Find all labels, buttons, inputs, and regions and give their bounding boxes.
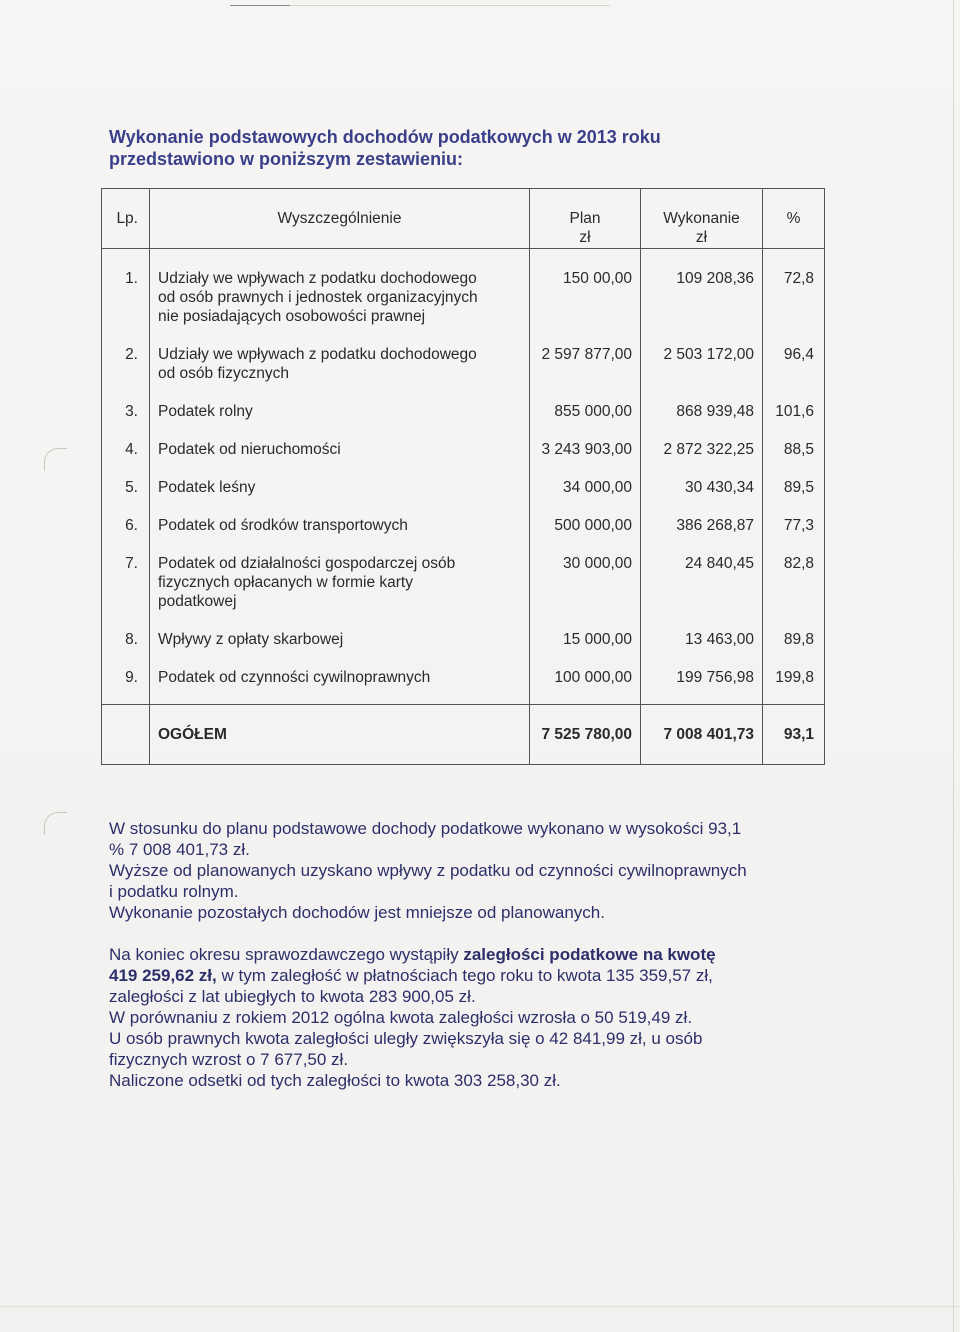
scan-artifact-line [290,5,610,6]
table-row [102,478,825,516]
cell-plan: 500 000,00 [530,516,641,554]
cell-description: Podatek rolny [150,402,530,440]
cell-percent: 72,8 [763,249,825,346]
total-execution: 7 008 401,73 [641,705,763,765]
table-row [102,345,825,402]
cell-plan: 30 000,00 [530,554,641,630]
arrears-line: Naliczone odsetki od tych zaległości to kwota 303 258,30 zł. [109,1071,561,1090]
cell-execution: 13 463,00 [641,630,763,668]
cell-percent: 96,4 [763,345,825,402]
cell-lp-empty [102,705,150,765]
document-title [109,126,809,170]
cell-plan: 34 000,00 [530,478,641,516]
cell-execution: 868 939,48 [641,402,763,440]
total-label: OGÓŁEM [150,705,530,765]
cell-lp: 5. [102,478,150,516]
cell-percent: 89,5 [763,478,825,516]
summary-line: % 7 008 401,73 zł. [109,840,250,859]
summary-paragraph [109,818,829,923]
cell-execution: 199 756,98 [641,668,763,705]
table-row [102,516,825,554]
punch-hole-mark [44,448,67,471]
total-plan: 7 525 780,00 [530,705,641,765]
cell-lp: 3. [102,402,150,440]
cell-percent: 199,8 [763,668,825,705]
cell-plan: 855 000,00 [530,402,641,440]
arrears-line: fizycznych wzrost o 7 677,50 zł. [109,1050,349,1069]
cell-execution: 30 430,34 [641,478,763,516]
arrears-line: zaległości z lat ubiegłych to kwota 283 900,05 zł. [109,987,476,1006]
table-total-row [102,705,825,765]
cell-description: Udziały we wpływach z podatku dochodowego od osób fizycznych [150,345,530,402]
cell-plan: 150 00,00 [530,249,641,346]
arrears-line: U osób prawnych kwota zaległości uległy zwiększyła się o 42 841,99 zł, u osób [109,1029,703,1048]
cell-lp: 9. [102,668,150,705]
summary-line: W stosunku do planu podstawowe dochody podatkowe wykonano w wysokości 93,1 [109,819,742,838]
cell-execution: 2 872 322,25 [641,440,763,478]
cell-lp: 4. [102,440,150,478]
cell-percent: 82,8 [763,554,825,630]
page-edge [953,0,954,1332]
cell-description: Podatek leśny [150,478,530,516]
header-percent: % [763,189,825,249]
table-row [102,440,825,478]
cell-description: Podatek od czynności cywilnoprawnych [150,668,530,705]
cell-description: Podatek od nieruchomości [150,440,530,478]
table-row [102,249,825,346]
tax-income-table [101,188,825,765]
arrears-line: W porównaniu z rokiem 2012 ogólna kwota zaległości wzrosła o 50 519,49 zł. [109,1008,693,1027]
title-line-1: Wykonanie podstawowych dochodów podatkowych w 2013 roku [109,127,661,147]
cell-description: Podatek od działalności gospodarczej osób fizycznych opłacanych w formie karty podatkowej [150,554,530,630]
table-row [102,630,825,668]
cell-description: Udziały we wpływach z podatku dochodowego od osób prawnych i jednostek organizacyjnych nie posiadających osobowości prawnej [150,249,530,346]
arrears-paragraph [109,944,829,1091]
punch-hole-mark [44,812,67,835]
summary-line: Wyższe od planowanych uzyskano wpływy z podatku od czynności cywilnoprawnych [109,861,747,880]
page-edge [0,1306,960,1307]
header-plan: Plan zł [530,189,641,249]
table-header-row [102,189,825,249]
header-description: Wyszczególnienie [150,189,530,249]
cell-description: Podatek od środków transportowych [150,516,530,554]
arrears-line: 419 259,62 zł, w tym zaległość w płatnościach tego roku to kwota 135 359,57 zł, [109,966,713,985]
cell-plan: 2 597 877,00 [530,345,641,402]
header-execution: Wykonanie zł [641,189,763,249]
table-row [102,554,825,630]
cell-execution: 2 503 172,00 [641,345,763,402]
summary-line: i podatku rolnym. [109,882,239,901]
cell-plan: 3 243 903,00 [530,440,641,478]
cell-percent: 88,5 [763,440,825,478]
total-percent: 93,1 [763,705,825,765]
summary-line: Wykonanie pozostałych dochodów jest mniejsze od planowanych. [109,903,605,922]
cell-lp: 8. [102,630,150,668]
cell-execution: 24 840,45 [641,554,763,630]
arrears-amount: 419 259,62 zł, [109,966,217,985]
arrears-line: Na koniec okresu sprawozdawczego wystąpiły zaległości podatkowe na kwotę [109,945,716,964]
cell-percent: 101,6 [763,402,825,440]
cell-lp: 7. [102,554,150,630]
cell-percent: 77,3 [763,516,825,554]
table-row [102,402,825,440]
cell-plan: 100 000,00 [530,668,641,705]
table-row [102,668,825,705]
cell-description: Wpływy z opłaty skarbowej [150,630,530,668]
cell-execution: 109 208,36 [641,249,763,346]
cell-lp: 2. [102,345,150,402]
cell-execution: 386 268,87 [641,516,763,554]
cell-lp: 6. [102,516,150,554]
header-lp: Lp. [102,189,150,249]
cell-percent: 89,8 [763,630,825,668]
cell-lp: 1. [102,249,150,346]
arrears-emphasis: zaległości podatkowe na kwotę [463,945,716,964]
title-line-2: przedstawiono w poniższym zestawieniu: [109,149,464,169]
cell-plan: 15 000,00 [530,630,641,668]
